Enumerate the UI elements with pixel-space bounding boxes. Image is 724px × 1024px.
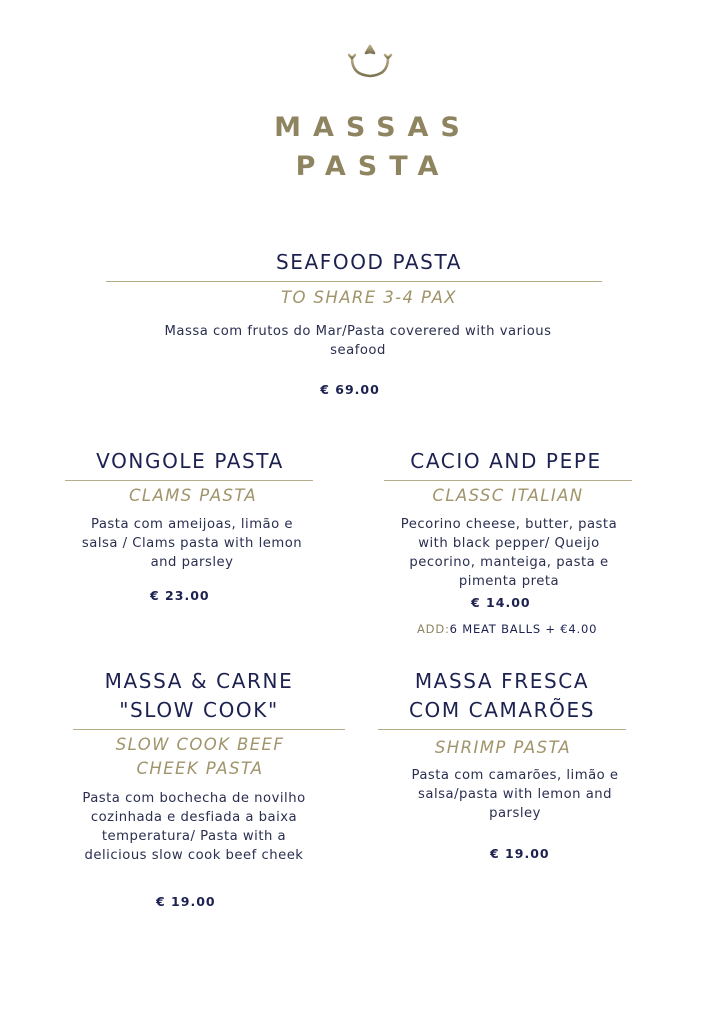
item-price-fresca: € 19.00	[490, 846, 550, 861]
item-name-carne-line2: "SLOW COOK"	[119, 698, 279, 722]
item-name-fresca-line1: MASSA FRESCA	[414, 669, 590, 693]
item-subtitle-carne	[70, 733, 330, 781]
item-price-vongole: € 23.00	[150, 588, 210, 603]
item-description-vongole: Pasta com ameijoas, limão e salsa / Clams pasta with lemon and parsley	[81, 517, 303, 570]
item-subtitle-cacio: CLASSC ITALIAN	[432, 486, 584, 505]
item-name-cacio: CACIO AND PEPE	[410, 449, 602, 473]
item-name-fresca	[370, 667, 634, 725]
item-name-carne	[70, 667, 328, 725]
page-title: MASSAS	[274, 112, 472, 143]
divider	[378, 729, 626, 730]
page-subtitle: PASTA	[295, 151, 451, 182]
item-name-seafood: SEAFOOD PASTA	[275, 250, 463, 274]
item-price-carne: € 19.00	[156, 894, 216, 909]
divider	[65, 480, 313, 481]
addon-label: ADD:	[417, 622, 450, 636]
addon-text: 6 MEAT BALLS + €4.00	[449, 622, 598, 636]
item-description-fresca: Pasta com camarões, limão e salsa/pasta with lemon and parsley	[411, 768, 619, 821]
addon-note	[417, 622, 597, 636]
item-description-seafood: Massa com frutos do Mar/Pasta coverered with various seafood	[164, 324, 552, 358]
item-subtitle-seafood: TO SHARE 3-4 PAX	[281, 288, 457, 307]
item-subtitle-fresca: SHRIMP PASTA	[434, 738, 572, 757]
item-price-cacio: € 14.00	[471, 595, 531, 610]
item-subtitle-vongole: CLAMS PASTA	[128, 486, 258, 505]
item-description-cacio: Pecorino cheese, butter, pasta with black pepper/ Queijo pecorino, manteiga, pasta e pimenta preta	[400, 517, 618, 589]
item-name-carne-line1: MASSA & CARNE	[104, 669, 294, 693]
divider	[73, 729, 345, 730]
divider	[384, 480, 632, 481]
trident-icon	[344, 44, 396, 94]
item-price-seafood: € 69.00	[320, 382, 380, 397]
item-description-carne: Pasta com bochecha de novilho cozinhada e desfiada a baixa temperatura/ Pasta with a delicious slow cook beef cheek	[82, 791, 306, 863]
item-subtitle-carne-line2: CHEEK PASTA	[136, 759, 264, 778]
item-subtitle-carne-line1: SLOW COOK BEEF	[115, 735, 285, 754]
item-name-fresca-line2: COM CAMARÕES	[408, 698, 596, 722]
divider	[106, 281, 602, 282]
item-name-vongole: VONGOLE PASTA	[96, 449, 284, 473]
